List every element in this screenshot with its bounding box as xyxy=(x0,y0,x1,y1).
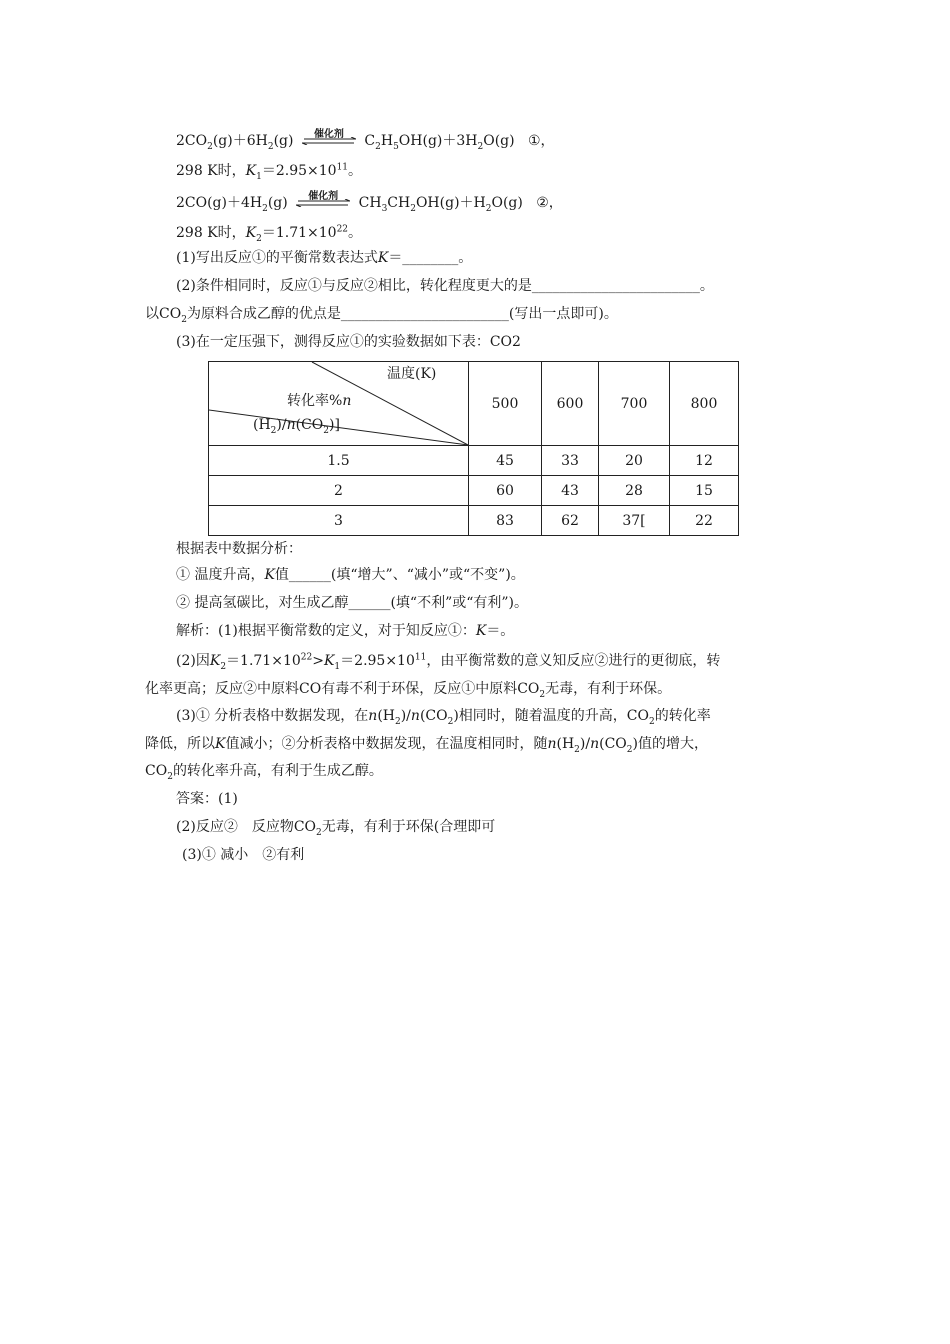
value-cell: 83 xyxy=(469,506,542,536)
conversion-table xyxy=(208,361,739,536)
solution-1: 解析：(1)根据平衡常数的定义，对于知反应①：K＝。 xyxy=(176,623,515,639)
value-cell: 43 xyxy=(542,476,599,506)
question-2-line-2: 以$CO_2$为原料合成乙醇的优点是________________________(写出一点即可)。 xyxy=(145,306,618,325)
catalyst-arrow-2: 催化剂 xyxy=(294,193,352,213)
temp-header: 700 xyxy=(599,362,670,446)
question-2-line-1: (2)条件相同时，反应①与反应②相比，转化程度更大的是________________________。 xyxy=(176,278,714,294)
reaction-2-equation: $2CO(g)+4H_2(g)$ 催化剂 $CH_3CH_2OH(g)+H_2O(g)$ ②， xyxy=(176,191,563,214)
analysis-item-2: ② 提高氢碳比，对生成乙醇______(填“不利”或“有利”)。 xyxy=(176,595,529,611)
answer-3: (3)① 减小 ②有利 xyxy=(182,847,305,863)
reaction-1-k: 298 K时，$K_1=2.95\times 10^{11}$。 xyxy=(176,162,363,182)
value-cell: 37[ xyxy=(599,506,670,536)
value-cell: 45 xyxy=(469,446,542,476)
equilibrium-arrow-icon xyxy=(296,199,350,207)
ratio-label: $(H_2)/n(CO_2)$] xyxy=(253,417,340,436)
temp-header: 500 xyxy=(469,362,542,446)
analysis-item-1: ① 温度升高，K值______(填“增大”、“减小”或“不变”)。 xyxy=(176,567,525,583)
table-row xyxy=(209,446,739,476)
equilibrium-arrow-icon xyxy=(302,137,356,145)
ratio-cell: 1.5 xyxy=(209,446,469,476)
question-3: (3)在一定压强下，测得反应①的实验数据如下表：CO2 xyxy=(176,334,521,350)
temp-header: 800 xyxy=(670,362,739,446)
diagonal-header-cell xyxy=(209,362,469,446)
solution-3-line-3: $CO_2$的转化率升高，有利于生成乙醇。 xyxy=(145,763,383,782)
ratio-cell: 3 xyxy=(209,506,469,536)
question-1: (1)写出反应①的平衡常数表达式K＝________。 xyxy=(176,250,473,266)
answer-heading: 答案：(1) xyxy=(176,791,238,807)
solution-3-line-1: (3)① 分析表格中数据发现，在$n(H_2)/n(CO_2)$相同时，随着温度的升高，$CO_2$的转化率 xyxy=(176,708,711,727)
temperature-label: 温度(K) xyxy=(387,366,437,382)
solution-3-line-2: 降低，所以K值减小；②分析表格中数据发现，在温度相同时，随$n(H_2)/n(CO_2)$值的增大， xyxy=(145,736,708,755)
conversion-label: 转化率%n xyxy=(287,393,352,409)
table-row xyxy=(209,506,739,536)
value-cell: 28 xyxy=(599,476,670,506)
value-cell: 22 xyxy=(670,506,739,536)
answer-2: (2)反应② 反应物$CO_2$无毒，有利于环保(合理即可 xyxy=(176,819,496,838)
reaction-2-k: 298 K时，$K_2=1.71\times 10^{22}$。 xyxy=(176,224,363,244)
solution-2-line-2: 化率更高；反应②中原料CO有毒不利于环保，反应①中原料$CO_2$无毒，有利于环保。 xyxy=(145,681,672,700)
table-row xyxy=(209,476,739,506)
ratio-cell: 2 xyxy=(209,476,469,506)
value-cell: 15 xyxy=(670,476,739,506)
solution-2-line-1: (2)因$K_2=1.71\times 10^{22}>K_1=2.95\times 10^{11}$，由平衡常数的意义知反应②进行的更彻底，转 xyxy=(176,652,721,672)
temp-header: 600 xyxy=(542,362,599,446)
value-cell: 33 xyxy=(542,446,599,476)
reaction-1-equation: $2CO_2(g)+6H_2(g)$ 催化剂 $C_2H_5OH(g)+3H_2O(g)$ ①， xyxy=(176,129,555,152)
value-cell: 60 xyxy=(469,476,542,506)
table-header-row xyxy=(209,362,739,446)
value-cell: 12 xyxy=(670,446,739,476)
value-cell: 20 xyxy=(599,446,670,476)
analysis-heading: 根据表中数据分析： xyxy=(176,541,302,557)
value-cell: 62 xyxy=(542,506,599,536)
catalyst-arrow-1: 催化剂 xyxy=(300,131,358,151)
